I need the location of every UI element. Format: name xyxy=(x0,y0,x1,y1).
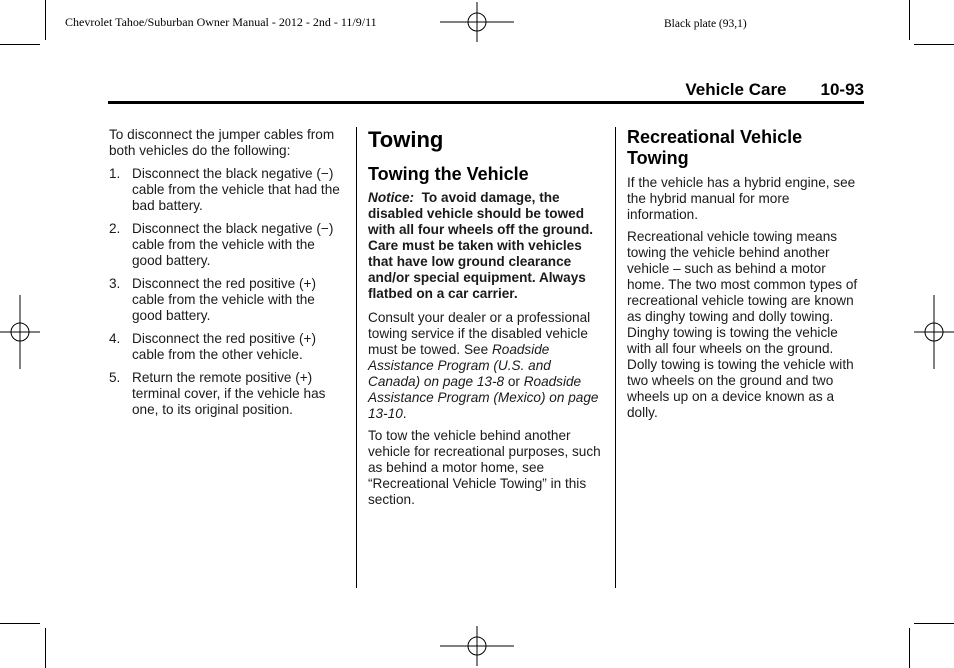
notice-paragraph xyxy=(368,190,606,302)
cross-reference: Roadside Assistance Program (Mexico) on page 13-10 xyxy=(368,374,599,421)
crop-mark xyxy=(909,0,910,40)
steps-list xyxy=(109,166,345,418)
crop-mark xyxy=(914,44,954,45)
recreational-paragraph: To tow the vehicle behind another vehicle for recreational purposes, such as behind a motor home, see “Recreational Vehicle Towing” in this section. xyxy=(368,428,601,507)
crop-mark xyxy=(914,623,954,624)
crop-mark xyxy=(0,623,40,624)
registration-mark-bottom xyxy=(440,626,514,666)
column-divider xyxy=(615,127,616,588)
towing-service-paragraph: Consult your dealer or a professional towing service if the disabled vehicle must be towed. See Roadside Assistance Program (U.S. and Canada) on page 13-8 or Roadside Assistance Program (Mexico) on page 13-10. xyxy=(368,310,599,421)
crop-mark xyxy=(45,628,46,668)
print-slug-right: Black plate (93,1) xyxy=(664,18,747,30)
column-divider xyxy=(356,127,357,588)
print-slug-left: Chevrolet Tahoe/Suburban Owner Manual - 2012 - 2nd - 11/9/11 xyxy=(65,15,377,29)
section-name: Vehicle Care xyxy=(685,80,787,99)
cross-reference: Roadside Assistance Program (U.S. and Canada) on page 13-8 xyxy=(368,342,551,389)
registration-mark-top xyxy=(440,2,514,42)
page-number: 10-93 xyxy=(820,80,864,99)
rv-towing-paragraph: Recreational vehicle towing means towing the vehicle behind another vehicle – such as behind a motor home. The two most common types of recreational vehicle towing are known as dinghy towing and dolly towing. Dinghy towing is towing the vehicle with all four wheels on the ground. Dolly towing is towing the vehicle with two wheels on the ground and two wheels up on a device known as a dolly. xyxy=(627,229,858,420)
notice-label: Notice: xyxy=(368,190,415,205)
list-item: 2. Disconnect the black negative (−) cable from the vehicle with the good battery. xyxy=(109,221,334,268)
column-3 xyxy=(627,127,861,427)
registration-mark-left xyxy=(0,295,40,369)
subsection-title: Recreational Vehicle Towing xyxy=(627,127,803,168)
subsection-title: Towing the Vehicle xyxy=(368,164,529,184)
list-item: 3. Disconnect the red positive (+) cable from the vehicle with the good battery. xyxy=(109,276,316,323)
crop-mark xyxy=(0,44,40,45)
hybrid-paragraph: If the vehicle has a hybrid engine, see the hybrid manual for more information. xyxy=(627,175,856,222)
running-header xyxy=(685,80,864,100)
section-title: Towing xyxy=(368,127,444,152)
list-item: 5. Return the remote positive (+) terminal cover, if the vehicle has one, to its original position. xyxy=(109,370,326,417)
list-item: 4. Disconnect the red positive (+) cable from the other vehicle. xyxy=(109,331,316,362)
registration-mark-right xyxy=(914,295,954,369)
header-rule xyxy=(108,101,864,104)
crop-mark xyxy=(909,628,910,668)
notice-text: To avoid damage, the disabled vehicle should be towed with all four wheels off the ground. Care must be taken with vehicles that have low ground clearance and/or special equipment. Always flatbed on a car carrier. xyxy=(368,190,594,301)
intro-paragraph: To disconnect the jumper cables from both vehicles do the following: xyxy=(109,127,335,158)
column-2 xyxy=(368,127,606,514)
column-1 xyxy=(109,127,345,425)
crop-mark xyxy=(45,0,46,40)
list-item: 1. Disconnect the black negative (−) cable from the vehicle that had the bad battery. xyxy=(109,166,340,213)
